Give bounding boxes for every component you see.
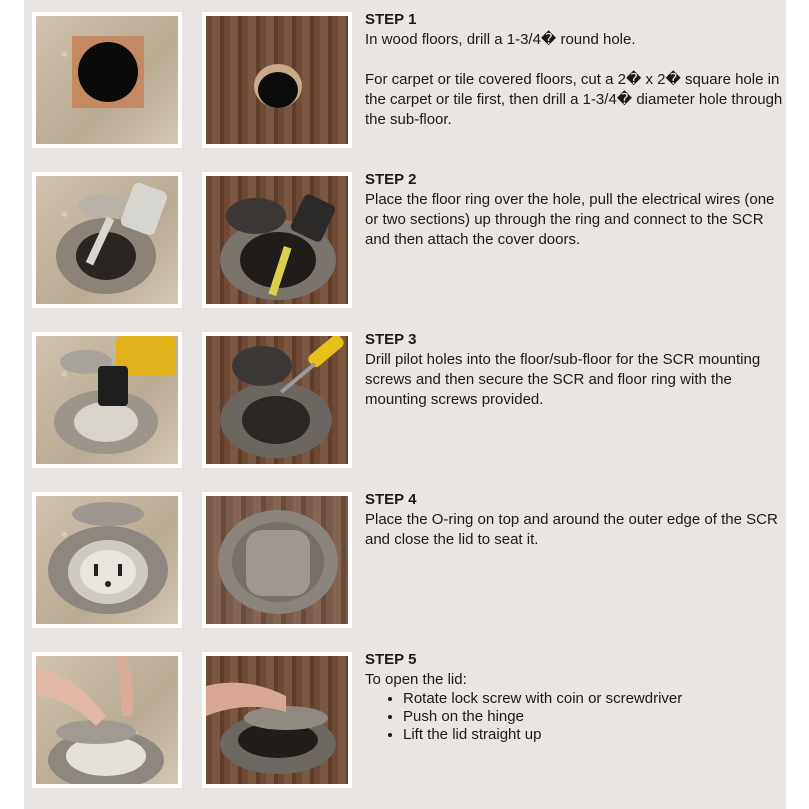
step-5	[24, 640, 786, 800]
step-3-photo-right	[202, 332, 352, 468]
step-paragraph: Drill pilot holes into the floor/sub-floor for the SCR mounting screws and then secure the SCR and floor ring with the mounting screws provided.	[365, 351, 761, 408]
push-hinge-hand-illustration	[206, 656, 348, 784]
step-2	[24, 160, 786, 320]
step-paragraph: For carpet or tile covered floors, cut a 2� x 2� square hole in the carpet or tile first, then drill a 1-3/4� diameter hole through the sub-floor.	[365, 71, 783, 128]
step-1-photo-left	[32, 12, 182, 148]
step-2-photo-left	[32, 172, 182, 308]
step-4	[24, 480, 786, 640]
wood-hole-illustration	[206, 16, 348, 144]
outlet-open-illustration	[36, 496, 178, 624]
step-4-photo-left	[32, 492, 182, 628]
step-5-photo-right	[202, 652, 352, 788]
step-3	[24, 320, 786, 480]
list-item: • Push on the hinge	[403, 708, 783, 726]
step-title: STEP 1	[365, 11, 417, 28]
step-1-photo-right	[202, 12, 352, 148]
step-2-text	[365, 170, 783, 250]
carpet-hole-illustration	[36, 16, 178, 144]
step-4-text	[365, 490, 783, 550]
list-item: • Lift the lid straight up	[403, 726, 783, 744]
list-item: • Rotate lock screw with coin or screwdriver	[403, 690, 783, 708]
step-4-photo-right	[202, 492, 352, 628]
step-5-text	[365, 650, 783, 744]
step-5-photo-left	[32, 652, 182, 788]
step-title: STEP 3	[365, 331, 417, 348]
step-paragraph: Place the floor ring over the hole, pull the electrical wires (one or two sections) up through the ring and connect to the SCR and then attach the cover doors.	[365, 191, 775, 248]
step-title: STEP 5	[365, 651, 417, 668]
step-3-photo-left	[32, 332, 182, 468]
step-paragraph: To open the lid:	[365, 671, 467, 688]
step-1-text	[365, 10, 783, 130]
step-paragraph: In wood floors, drill a 1-3/4� round hole.	[365, 31, 636, 48]
step-1	[24, 0, 786, 160]
floor-ring-connector-illustration	[36, 176, 178, 304]
step-paragraph: Place the O-ring on top and around the outer edge of the SCR and close the lid to seat it.	[365, 511, 778, 548]
drill-illustration	[36, 336, 178, 464]
step-3-text	[365, 330, 783, 410]
lid-closed-illustration	[206, 496, 348, 624]
step-2-photo-right	[202, 172, 352, 308]
bullet-list	[365, 690, 783, 744]
wires-through-ring-illustration	[206, 176, 348, 304]
instructions-panel	[24, 0, 786, 809]
step-title: STEP 2	[365, 171, 417, 188]
screwdriver-illustration	[206, 336, 348, 464]
lift-lid-hand-illustration	[36, 656, 178, 784]
step-title: STEP 4	[365, 491, 417, 508]
